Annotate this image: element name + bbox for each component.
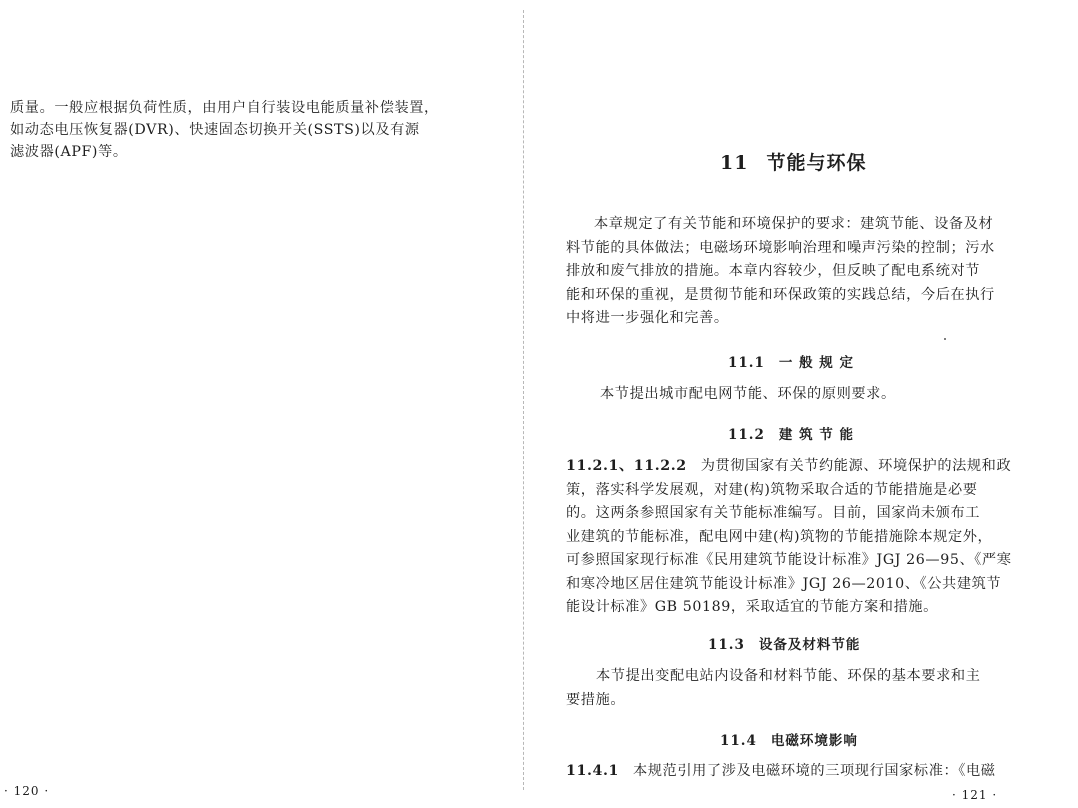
section-heading-11-3 [708,633,860,653]
text-line: 能和环保的重视，是贯彻节能和环保政策的实践总结，今后在执行 [566,286,995,303]
chapter-title [720,148,866,175]
text-line: 排放和废气排放的措施。本章内容较少，但反映了配电系统对节 [566,263,981,279]
chapter-number: 11 [720,152,749,174]
section-heading-11-1 [728,351,854,371]
text-line: 中将进一步强化和完善。 [566,310,729,326]
section-title: 建 筑 节 能 [778,427,854,443]
text-line: 如动态电压恢复器(DVR)、快速固态切换开关(SSTS)以及有源 [10,122,420,138]
left-page [0,0,522,808]
text-line [566,455,1046,479]
text-line: 的。这两条参照国家有关节能标准编写。目前，国家尚未颁布工 [566,505,981,521]
right-page [528,0,1078,808]
page-number: · 120 · [4,784,50,798]
section-heading-11-4 [720,729,858,749]
section-number: 11.1 [728,355,765,371]
text-line: 本节提出城市配电网节能、环保的原则要求。 [600,386,896,402]
clause-number: 11.2.1、11.2.2 [566,458,687,474]
clause-text: 本规范引用了涉及电磁环境的三项现行国家标准：《电磁 [632,763,996,779]
section-11-2-body [566,455,1046,620]
chapter-intro [566,213,1036,331]
section-title: 一 般 规 定 [778,355,854,371]
text-line: 策，落实科学发展观，对建(构)筑物采取合适的节能措施是必要 [566,481,978,498]
text-line: 滤波器(APF)等。 [10,144,128,160]
clause-text: 为贯彻国家有关节约能源、环境保护的法规和政 [700,458,1012,474]
text-line: 本章规定了有关节能和环境保护的要求：建筑节能、设备及材 [594,216,994,232]
text-line: 能设计标准》GB 50189，采取适宜的节能方案和措施。 [566,599,938,615]
section-title: 设备及材料节能 [758,637,861,653]
section-heading-11-2 [728,423,854,443]
clause-number: 11.4.1 [566,763,619,779]
section-11-3-body [566,665,1046,712]
section-11-4-body [566,760,1046,784]
text-line: 本节提出变配电站内设备和材料节能、环保的基本要求和主 [596,668,981,684]
section-number: 11.2 [728,427,765,443]
section-title: 电磁环境影响 [770,733,858,749]
text-line: 要措施。 [566,691,626,708]
continuation-paragraph [10,97,465,163]
section-number: 11.4 [720,733,757,749]
page-number: · 121 · [952,788,998,802]
chapter-name: 节能与环保 [766,152,867,174]
scan-speck [944,338,946,340]
section-11-1-body [600,383,1040,407]
page-gutter [523,10,524,790]
text-line: 质量。一般应根据负荷性质，由用户自行装设电能质量补偿装置， [10,100,439,116]
text-line [566,760,1046,784]
text-line: 业建筑的节能标准，配电网中建(构)筑物的节能措施除本规定外， [566,528,993,545]
section-number: 11.3 [708,637,745,653]
text-line: 和寒冷地区居住建筑节能设计标准》JGJ 26—2010、《公共建筑节 [566,575,1002,592]
text-line: 可参照国家现行标准《民用建筑节能设计标准》JGJ 26—95、《严寒 [566,552,1012,568]
text-line: 料节能的具体做法；电磁场环境影响治理和噪声污染的控制；污水 [566,239,995,256]
